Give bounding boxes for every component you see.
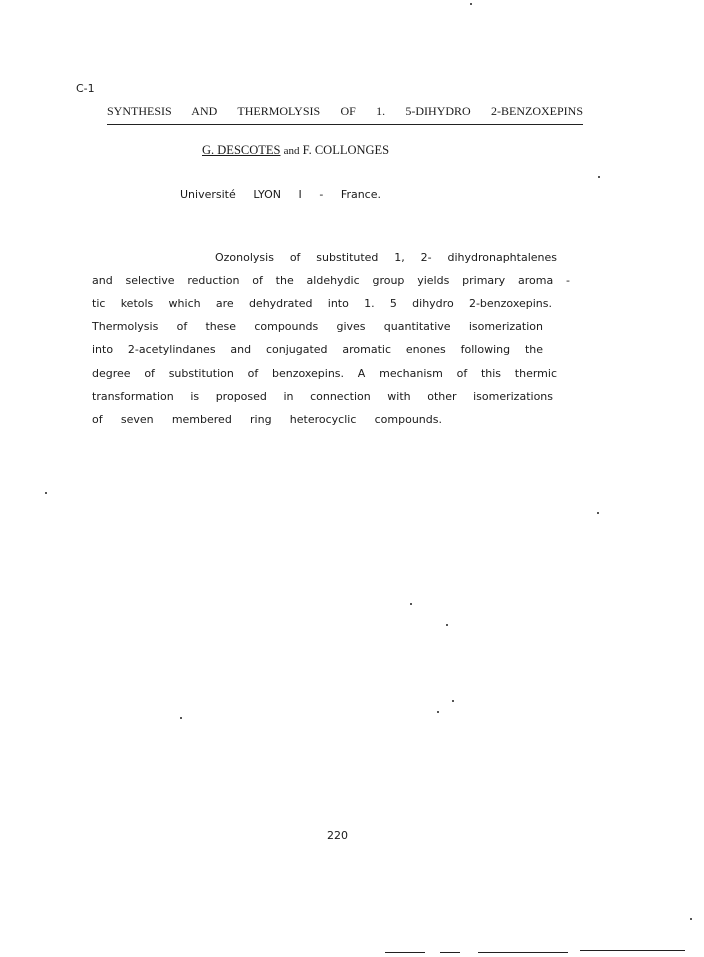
abstract-line: degree of substitution of benzoxepins. A mechanism of this thermic [92,367,557,380]
author-connector: and [283,145,300,157]
abstract-line: tic ketols which are dehydrated into 1. 5 dihydro 2-benzoxepins. [92,297,552,310]
page-number: 220 [327,829,348,842]
scan-mark [440,952,460,953]
scan-speck [470,3,472,5]
abstract-line: and selective reduction of the aldehydic group yields primary aroma - [92,274,570,287]
author-1: G. DESCOTES [202,143,281,157]
paper-title: SYNTHESIS AND THERMOLYSIS OF 1. 5-DIHYDRO 2-BENZOXEPINS [107,104,583,118]
scan-speck [45,492,47,494]
scan-mark [580,950,685,951]
scan-speck [597,512,599,514]
abstract-line: into 2-acetylindanes and conjugated aromatic enones following the [92,343,543,356]
section-label: C-1 [76,82,95,95]
abstract-line: Ozonolysis of substituted 1, 2- dihydronaphtalenes [215,251,557,264]
abstract-line: of seven membered ring heterocyclic compounds. [92,413,442,426]
scan-speck [598,176,600,178]
affiliation: Université LYON I - France. [180,188,381,201]
abstract-line: Thermolysis of these compounds gives quantitative isomerization [92,320,543,333]
scan-speck [690,918,692,920]
author-2: F. COLLONGES [302,143,390,157]
scan-mark [478,952,568,953]
title-underline [107,124,583,125]
abstract-line: transformation is proposed in connection with other isomerizations [92,390,553,403]
scan-speck [180,717,182,719]
authors [202,143,416,158]
scan-speck [452,700,454,702]
scan-speck [410,603,412,605]
scan-mark [385,952,425,953]
scan-speck [437,711,439,713]
scan-speck [446,624,448,626]
